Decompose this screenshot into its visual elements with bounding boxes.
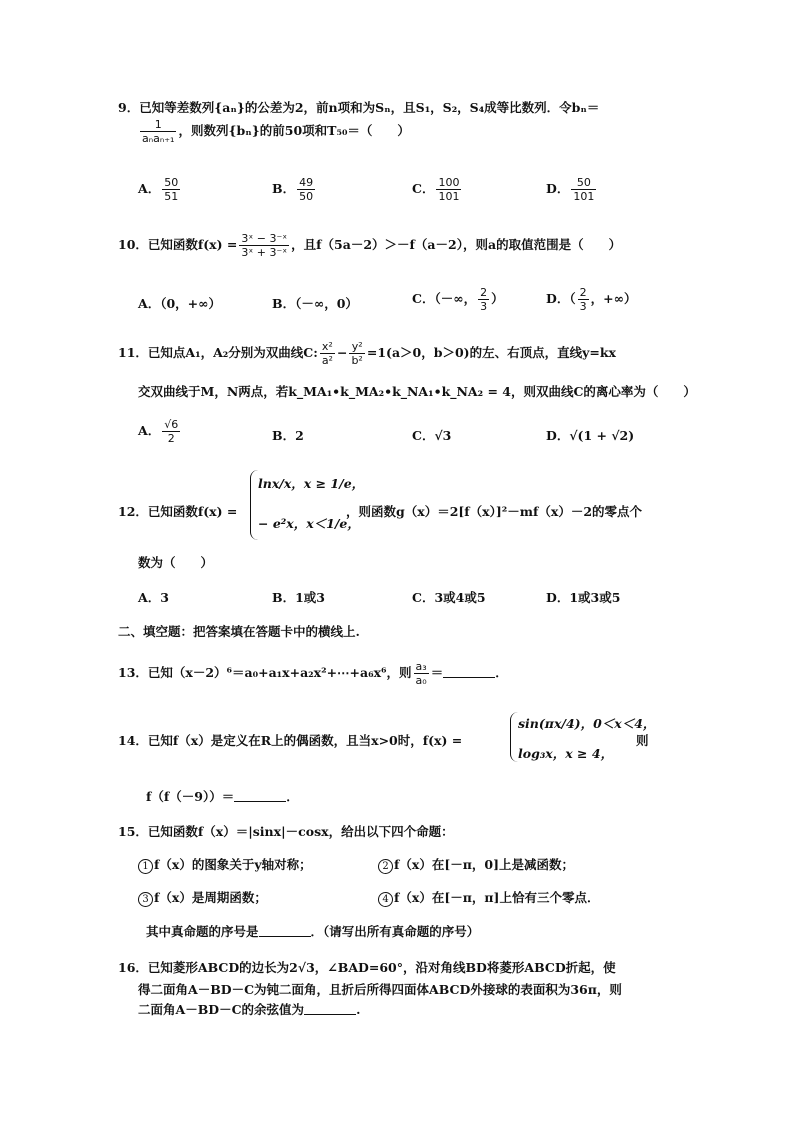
q12-option-a: A．3 [138, 590, 169, 605]
q16-line1: 16．已知菱形ABCD的边长为2√3，∠BAD=60°，沿对角线BD将菱形ABCD折起，使 [118, 960, 616, 975]
q9-option-c: C． $\frac{100}{101}$ [412, 176, 460, 203]
q14-suffix: 则 [636, 733, 649, 748]
q9-bn-fraction: $\frac{1}{\text{aₙaₙ₊₁}}$ [142, 118, 175, 145]
q10-option-b: B．（－∞，0） [272, 296, 358, 311]
q13-stem: 13．已知（x－2）⁶＝a₀+a₁x+a₂x²+⋯+a₆x⁶，则 $\frac{\text{a₃}}{\text{a₀}}$ ＝ ． [118, 660, 508, 687]
q9-line1: 9．已知等差数列{aₙ}的公差为2，前n项和为Sₙ，且S₁，S₂，S₄成等比数列．令bₙ＝ [118, 100, 600, 115]
q13-answer-blank [443, 665, 495, 678]
q12-case2: − e²x，x＜1/e， [258, 516, 360, 531]
q15-tail: 其中真命题的序号是 ．（请写出所有真命题的序号） [146, 924, 480, 939]
q12-case1: lnx/x，x ≥ 1/e， [258, 476, 365, 491]
q11-option-d: D．√(1 + √2) [546, 428, 635, 443]
q15-stem: 15．已知函数f（x）＝|sinx|－cosx，给出以下四个命题： [118, 824, 454, 839]
q10-function-fraction: $\frac{\text{3ˣ − 3⁻ˣ}}{\text{3ˣ + 3⁻ˣ}}$ [241, 232, 288, 259]
q9-option-a: A． $\frac{50}{51}$ [138, 176, 179, 203]
q14-prefix: 14．已知f（x）是定义在R上的偶函数，且当x>0时，f(x) = [118, 733, 463, 748]
q10-stem: 10．已知函数f(x) = $\frac{\text{3ˣ − 3⁻ˣ}}{\text{3ˣ + 3⁻ˣ}}$ ，且f（5a－2）＞－f（a－2），则a的取值范围是（ ） [118, 232, 622, 259]
q9-option-d: D． $\frac{50}{101}$ [546, 176, 595, 203]
q15-item-3: 3 f（x）是周期函数； [138, 888, 267, 907]
q12-option-d: D．1或3或5 [546, 590, 621, 605]
q15-item-1: 1 f（x）的图象关于y轴对称； [138, 855, 312, 874]
q16-line2: 得二面角A－BD－C为钝二面角，且折后所得四面体ABCD外接球的表面积为36π，则 [138, 982, 622, 997]
q9-option-b: B． $\frac{49}{50}$ [272, 176, 314, 203]
q12-prefix: 12．已知函数f(x) = [118, 504, 238, 519]
q12-suffix: ，则函数g（x）＝2[f（x）]²－mf（x）－2的零点个 [346, 504, 643, 519]
section-heading-fill-in: 二、填空题：把答案填在答题卡中的横线上. [118, 624, 360, 639]
q12-line2: 数为（ ） [138, 555, 214, 570]
q15-item-4: 4 f（x）在[－π，π]上恰有三个零点． [378, 888, 599, 907]
q14-case2: log₃x，x ≥ 4， [518, 746, 614, 761]
q10-option-c: C．（－∞， $\frac{2}{3}$ ） [412, 286, 504, 313]
q9-line2: $\frac{1}{\text{aₙaₙ₊₁}}$ ，则数列{bₙ}的前50项和T₅₀＝（ ） [142, 118, 410, 145]
q10-option-d: D．（ $\frac{2}{3}$ ，+∞） [546, 286, 637, 313]
q11-line1: 11．已知点A₁，A₂分别为双曲线C: $\frac{\text{x²}}{\text{a²}}$ − $\frac{\text{y²}}{\text{b²}}$ =1(a＞0，b＞0)的左、右顶点，直线y=kx [118, 340, 616, 367]
q12-option-c: C．3或4或5 [412, 590, 486, 605]
q15-answer-blank [259, 924, 311, 937]
q14-answer-blank [234, 789, 286, 802]
q12-option-b: B．1或3 [272, 590, 325, 605]
q11-option-b: B．2 [272, 428, 304, 443]
q14-case1: sin(πx/4)，0＜x＜4， [518, 716, 656, 731]
q16-answer-blank [304, 1002, 356, 1015]
q14-line2: f（f（－9））＝ ． [146, 789, 299, 804]
q10-option-a: A．（0，+∞） [138, 296, 222, 311]
q11-option-c: C．√3 [412, 428, 452, 443]
q11-line2: 交双曲线于M，N两点，若k_MA₁•k_MA₂•k_NA₁•k_NA₂ = 4，则双曲线C的离心率为（ ） [138, 384, 696, 399]
q15-item-2: 2 f（x）在[－π，0]上是减函数； [378, 855, 574, 874]
q16-line3: 二面角A－BD－C的余弦值为 . [138, 1002, 361, 1017]
q11-option-a: A． $\frac{√6}{2}$ [138, 418, 179, 445]
